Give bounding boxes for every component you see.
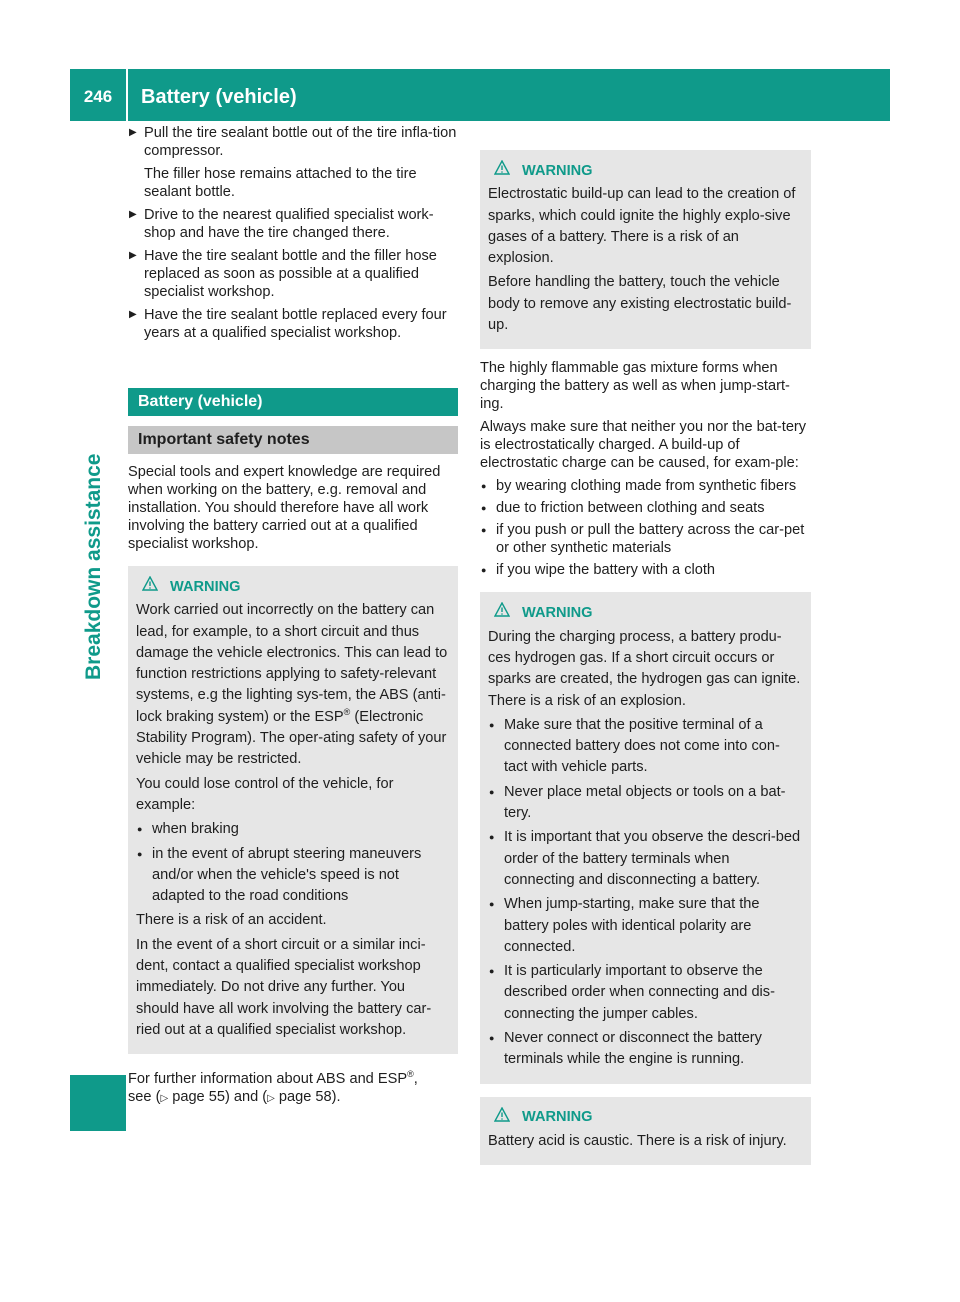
warning-box: [128, 566, 458, 1054]
body-paragraph: Always make sure that neither you nor the bat-tery is electrostatically charged. A build-up of electrostatic charge can be caused, for exam-ple:: [480, 419, 807, 472]
warning-box: [480, 150, 811, 349]
instruction-step: ▶ Have the tire sealant bottle and the filler hose replaced as soon as possible at a qualified specialist workshop.: [128, 247, 458, 301]
list-item: ● by wearing clothing made from synthetic fibers: [480, 477, 811, 495]
warning-text: Work carried out incorrectly on the battery can lead, for example, to a short circuit and thus damage the vehicle electronics. This can lead to function restrictions applying to safety-relevant systems, e.g the lighting sys-tem, the ABS (anti-lock braking system) or the ESP® (Electronic Stability Program). The oper-ating safety of your vehicle may be restricted.: [136, 602, 448, 768]
further-info-paragraph: For further information about ABS and ESP®, see (▷ page 55) and (▷ page 58).: [128, 1069, 418, 1106]
warning-title: WARNING: [488, 1107, 803, 1129]
warning-text: There is a risk of an accident.: [136, 912, 327, 929]
warning-title: WARNING: [136, 576, 450, 598]
warning-bullet: ● When jump-starting, make sure that the battery poles with identical polarity are connected.: [488, 894, 803, 958]
left-column: [128, 124, 458, 1113]
instruction-step: ▶ Have the tire sealant bottle replaced every four years at a qualified specialist workshop.: [128, 306, 458, 342]
warning-title: WARNING: [488, 602, 803, 624]
list-item: ● due to friction between clothing and seats: [480, 499, 811, 517]
instruction-note: The filler hose remains attached to the tire sealant bottle.: [144, 166, 417, 200]
section-heading: Battery (vehicle): [128, 388, 458, 416]
warning-bullet: ● when braking: [136, 819, 450, 840]
warning-box: [480, 592, 811, 1083]
warning-triangle-icon: [494, 1107, 512, 1129]
page-ref-link[interactable]: page 55) and (: [168, 1089, 268, 1106]
chapter-side-block: [70, 1075, 126, 1131]
page-ref-arrow-icon: ▷: [160, 1093, 169, 1105]
warning-text: Electrostatic build-up can lead to the creation of sparks, which could ignite the highly explo-sive gases of a battery. There is a risk of an explosion.: [488, 186, 796, 267]
warning-box: [480, 1097, 811, 1166]
subsection-heading: Important safety notes: [128, 426, 458, 454]
page-ref-arrow-icon: ▷: [267, 1093, 275, 1105]
warning-bullet: ● Never connect or disconnect the battery terminals while the engine is running.: [488, 1028, 803, 1071]
intro-paragraph: Special tools and expert knowledge are required when working on the battery, e.g. removal and installation. You should therefore have all work involving the battery carried out at a qualified specialist workshop.: [128, 464, 441, 552]
warning-text: During the charging process, a battery produ-ces hydrogen gas. If a short circuit occurs or sparks are created, the hydrogen gas can ignite. There is a risk of an explosion.: [488, 628, 801, 709]
instruction-step: ▶ Drive to the nearest qualified specialist work-shop and have the tire changed there.: [128, 206, 458, 242]
page-title: Battery (vehicle): [141, 86, 297, 108]
warning-text: Battery acid is caustic. There is a risk of injury.: [488, 1132, 787, 1149]
body-paragraph: The highly flammable gas mixture forms when charging the battery as well as when jump-start-ing.: [480, 360, 790, 413]
warning-bullet: ● It is important that you observe the descri-bed order of the battery terminals when connecting and disconnecting a battery.: [488, 827, 803, 891]
right-column: [480, 150, 811, 1165]
warning-triangle-icon: [494, 160, 512, 182]
warning-triangle-icon: [142, 576, 160, 598]
warning-text: You could lose control of the vehicle, for example:: [136, 775, 394, 813]
warning-triangle-icon: [494, 602, 512, 624]
warning-text: Before handling the battery, touch the vehicle body to remove any existing electrostatic build-up.: [488, 274, 792, 334]
warning-bullet: ● Make sure that the positive terminal of a connected battery does not come into con-tact with vehicle parts.: [488, 715, 803, 779]
instruction-step: ▶ Pull the tire sealant bottle out of the tire infla-tion compressor.: [128, 124, 458, 160]
warning-bullet: ● Never place metal objects or tools on a bat-tery.: [488, 782, 803, 825]
page-number: 246: [83, 87, 113, 106]
warning-bullet: ● in the event of abrupt steering maneuvers and/or when the vehicle's speed is not adapted to the road conditions: [136, 844, 450, 908]
page-ref-link[interactable]: page 58).: [274, 1089, 341, 1106]
warning-bullet: ● It is particularly important to observe the described order when connecting and dis-connecting the jumper cables.: [488, 961, 803, 1025]
warning-text: In the event of a short circuit or a similar inci-dent, contact a qualified specialist workshop immediately. Do not drive any further. You should have all work involving the battery car-ried out at a qualified specialist workshop.: [136, 936, 432, 1038]
list-item: ● if you wipe the battery with a cloth: [480, 561, 811, 579]
chapter-label-text: Breakdown assistance: [82, 453, 105, 680]
warning-title: WARNING: [488, 160, 803, 182]
header-divider: [126, 69, 128, 121]
list-item: ● if you push or pull the battery across the car-pet or other synthetic materials: [480, 521, 811, 557]
